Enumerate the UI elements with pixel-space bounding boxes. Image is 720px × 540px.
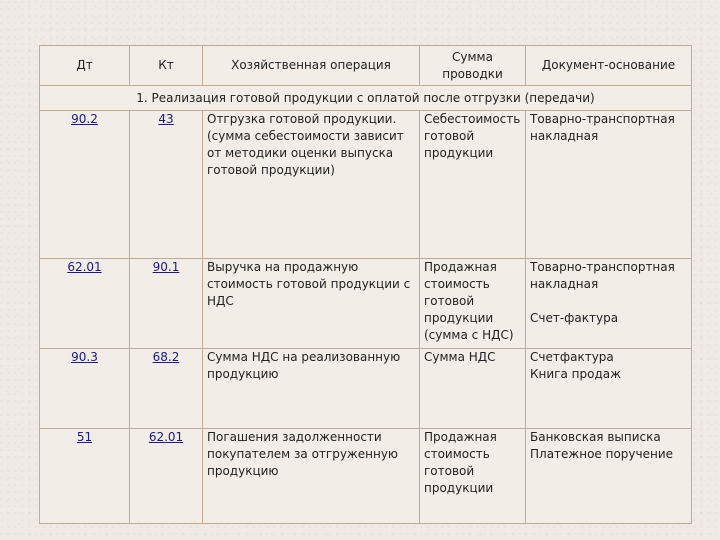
table-row	[40, 429, 692, 524]
amount-cell: Продажная стоимость готовой продукции	[420, 429, 526, 524]
document-cell	[526, 349, 692, 429]
operation-cell: Выручка на продажную стоимость готовой продукции с НДС	[203, 259, 420, 349]
debit-account-link[interactable]: 90.3	[71, 350, 98, 364]
document-cell	[526, 259, 692, 349]
document-cell	[526, 111, 692, 259]
section-title: 1. Реализация готовой продукции с оплатой после отгрузки (передачи)	[40, 86, 692, 111]
header-amount: Сумма проводки	[420, 46, 526, 86]
header-operation: Хозяйственная операция	[203, 46, 420, 86]
operation-cell: Погашения задолженности покупателем за отгруженную продукцию	[203, 429, 420, 524]
credit-account-link[interactable]: 68.2	[152, 350, 180, 364]
document-line: Книга продаж	[530, 367, 621, 381]
document-line: Счетфактура	[530, 350, 614, 364]
debit-account-link[interactable]: 62.01	[67, 260, 102, 274]
header-row	[40, 46, 692, 86]
header-credit: Кт	[130, 46, 203, 86]
amount-cell: Сумма НДС	[420, 349, 526, 429]
document-cell	[526, 429, 692, 524]
section-row	[40, 86, 692, 111]
debit-account-link[interactable]: 51	[76, 430, 93, 444]
document-line: Платежное поручение	[530, 447, 674, 461]
header-document: Документ-основание	[526, 46, 692, 86]
amount-cell: Себестоимость готовой продукции	[420, 111, 526, 259]
debit-account-link[interactable]: 90.2	[71, 112, 98, 126]
document-line: Товарно-транспортная накладная	[530, 112, 675, 143]
credit-account-link[interactable]: 43	[158, 112, 174, 126]
document-line: Банковская выписка	[530, 430, 661, 444]
document-line: Товарно-транспортная накладная	[530, 260, 675, 291]
credit-account-link[interactable]: 62.01	[148, 430, 184, 444]
header-debit: Дт	[40, 46, 130, 86]
credit-account-link[interactable]: 90.1	[152, 260, 180, 274]
table-row	[40, 259, 692, 349]
table-row	[40, 111, 692, 259]
document-line: Счет-фактура	[530, 311, 619, 325]
amount-cell: Продажная стоимость готовой продукции (сумма с НДС)	[420, 259, 526, 349]
accounting-entries-table	[39, 45, 692, 524]
table-row	[40, 349, 692, 429]
operation-cell: Сумма НДС на реализованную продукцию	[203, 349, 420, 429]
operation-cell: Отгрузка готовой продукции. (сумма себестоимости зависит от методики оценки выпуска готовой продукции)	[203, 111, 420, 259]
